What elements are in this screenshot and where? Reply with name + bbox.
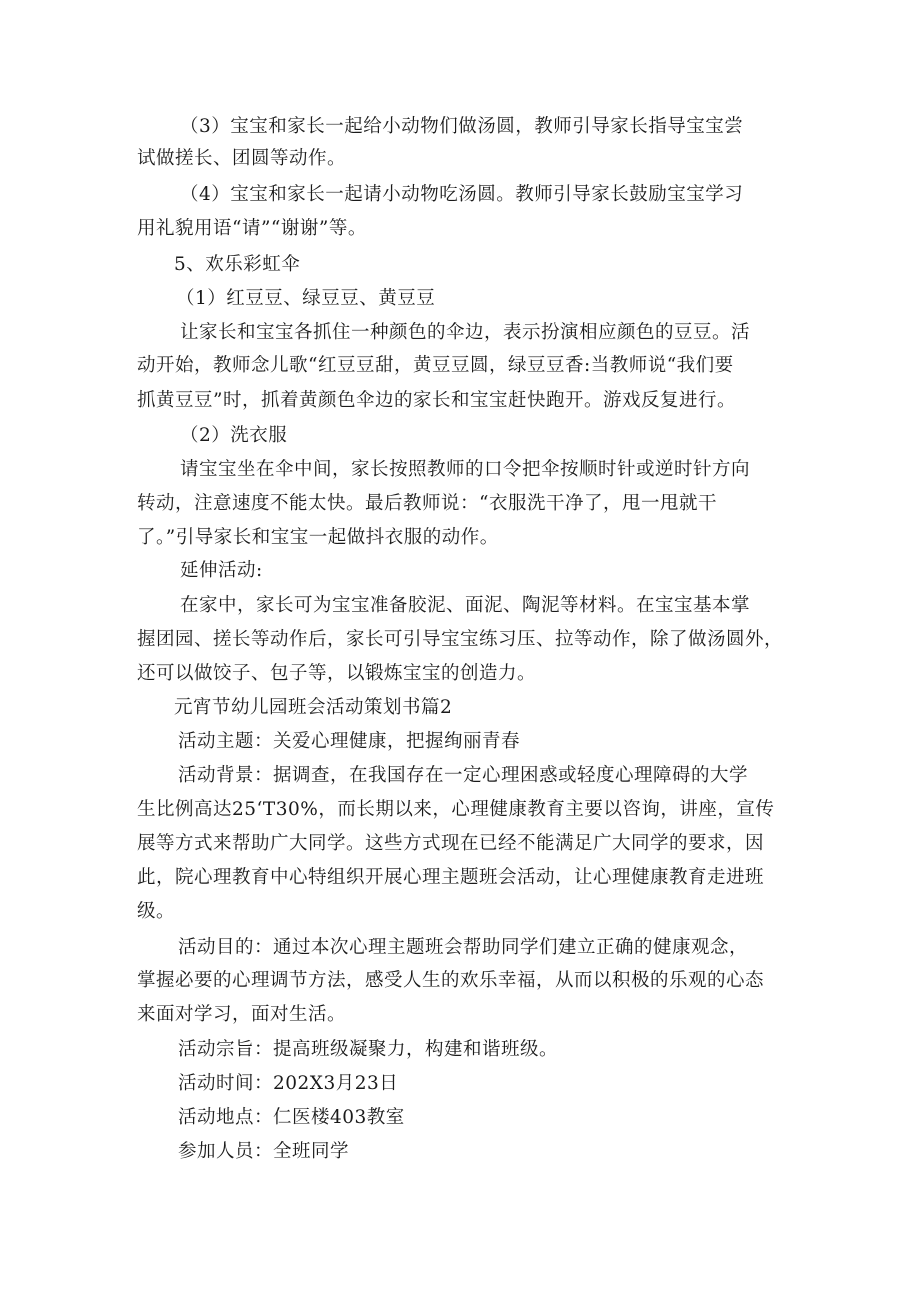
text-line: （1）红豆豆、绿豆豆、黄豆豆	[176, 288, 436, 309]
text-line: （3）宝宝和家长一起给小动物们做汤圆，教师引导家长指导宝宝尝	[180, 116, 744, 137]
text-line: 展等方式来帮助广大同学。这些方式现在已经不能满足广大同学的要求，因	[137, 833, 765, 854]
text-line: 活动地点：仁医楼403教室	[178, 1107, 405, 1128]
text-line: 活动主题：关爱心理健康，把握绚丽青春	[178, 731, 521, 752]
text-line: 参加人员：全班同学	[178, 1141, 350, 1162]
text-line: 在家中，家长可为宝宝准备胶泥、面泥、陶泥等材料。在宝宝基本掌	[180, 595, 751, 616]
text-line: （2）洗衣服	[180, 425, 288, 446]
text-line: 生比例高达25‘T30%，而长期以来，心理健康教育主要以咨询，讲座，宣传	[137, 799, 775, 820]
text-line: 用礼貌用语“请”“谢谢”等。	[137, 218, 367, 239]
text-line: 试做搓长、团圆等动作。	[137, 148, 347, 169]
text-line: 让家长和宝宝各抓住一种颜色的伞边，表示扮演相应颜色的豆豆。活	[180, 322, 751, 343]
section-heading: 5、欢乐彩虹伞	[174, 254, 301, 275]
text-line: 活动背景：据调查，在我国存在一定心理困惑或轻度心理障碍的大学	[178, 765, 749, 786]
text-line: 握团园、搓长等动作后，家长可引导宝宝练习压、拉等动作，除了做汤圆外，	[137, 629, 784, 650]
text-line: 抓黄豆豆”时，抓着黄颜色伞边的家长和宝宝赶快跑开。游戏反复进行。	[137, 390, 736, 411]
text-line: 活动目的：通过本次心理主题班会帮助同学们建立正确的健康观念，	[178, 937, 749, 958]
text-line: 级。	[137, 901, 176, 922]
section-heading: 元宵节幼儿园班会活动策划书篇2	[174, 697, 453, 718]
text-line: 请宝宝坐在伞中间，家长按照教师的口令把伞按顺时针或逆时针方向	[180, 459, 751, 480]
text-line: 来面对学习，面对生活。	[137, 1004, 347, 1025]
text-line: 转动，注意速度不能太快。最后教师说：“衣服洗干净了，甩一甩就干	[137, 493, 717, 514]
text-line: （4）宝宝和家长一起请小动物吃汤圆。教师引导家长鼓励宝宝学习	[180, 184, 744, 205]
text-line: 还可以做饺子、包子等，以锻炼宝宝的创造力。	[137, 663, 537, 684]
text-line: 掌握必要的心理调节方法，感受人生的欢乐幸福，从而以积极的乐观的心态	[137, 970, 765, 991]
text-line: 延伸活动:	[180, 560, 263, 581]
text-line: 了。”引导家长和宝宝一起做抖衣服的动作。	[137, 527, 499, 548]
text-line: 动开始，教师念儿歌“红豆豆甜，黄豆豆圆，绿豆豆香:当教师说“我们要	[137, 355, 734, 376]
text-line: 活动宗旨：提高班级凝聚力，构建和谐班级。	[178, 1039, 559, 1060]
text-line: 活动时间：202X3月23日	[178, 1073, 399, 1094]
text-line: 此，院心理教育中心特组织开展心理主题班会活动，让心理健康教育走进班	[137, 867, 765, 888]
